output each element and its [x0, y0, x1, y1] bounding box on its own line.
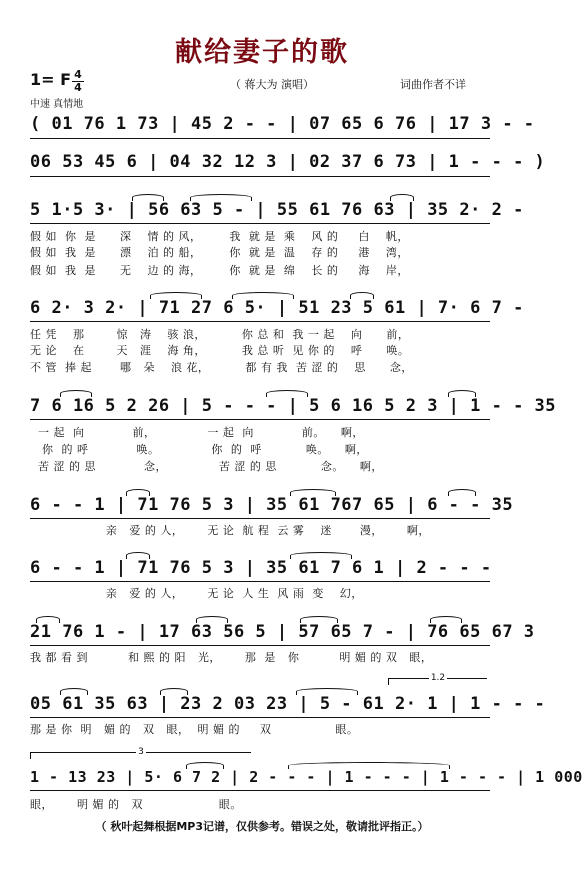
beam-line-row-1 [30, 138, 490, 141]
beam-line-row-4 [30, 321, 490, 324]
notation-row-9: 05 61 35 63 | 23 2 03 23 | 5 - 61 2· 1 | 1 - - - [30, 694, 546, 714]
notation-row-5: 7 6 16 5 2 26 | 5 - - - | 5 6 16 5 2 3 | 1 - - 35 [30, 396, 557, 416]
time-signature [72, 70, 84, 93]
author-credit: 词曲作者不详 [400, 78, 466, 91]
lyric-line: 假 如 我 是 无 边 的 海， 你 就 是 绵 长 的 海 岸， [30, 264, 409, 277]
lyric-line: 亲 爱 的 人， 无 论 人 生 风 雨 变 幻， [30, 587, 363, 600]
lyric-line: 任 凭 那 惊 涛 骇 浪， 你 总 和 我 一 起 向 前， [30, 328, 410, 341]
beam-line-row-10 [30, 790, 490, 793]
time-signature-bottom: 4 [74, 81, 82, 94]
beam-line-row-6 [30, 518, 490, 521]
notation-row-8: 21 76 1 - | 17 63 56 5 | 57 65 7 - | 76 65 67 3 [30, 622, 535, 642]
notation-row-3: 5 1·5 3· | 56 63 5 - | 55 61 76 63 | 35 2· 2 - [30, 200, 524, 220]
beam-line-row-2 [30, 176, 490, 179]
beam-line-row-7 [30, 581, 490, 584]
key-signature: 1= F [30, 70, 72, 89]
lyric-line: 一 起 向 前， 一 起 向 前。 啊， [30, 426, 364, 439]
lyric-line: 你 的 呼 唤。 你 的 呼 唤。 啊， [30, 443, 368, 456]
beam-line-row-9 [30, 717, 490, 720]
beam-line-row-8 [30, 645, 490, 648]
time-signature-top: 4 [74, 68, 82, 81]
notation-row-1: ( 01 76 1 73 | 45 2 - - | 07 65 6 76 | 17 3 - - [30, 114, 535, 134]
notation-row-4: 6 2· 3 2· | 71 27 6 5· | 51 23 5 61 | 7· 6 7 - [30, 298, 524, 318]
song-title: 献给妻子的歌 [175, 37, 349, 68]
lyric-line: 无 论 在 天 涯 海 角， 我 总 听 见 你 的 呼 唤。 [30, 344, 410, 357]
lyric-line: 亲 爱 的 人， 无 论 航 程 云 雾 迷 漫， 啊， [30, 524, 430, 537]
notation-row-2: 06 53 45 6 | 04 32 12 3 | 02 37 6 73 | 1 - - - ) [30, 152, 546, 172]
singer-credit: （ 蒋大为 演唱） [230, 78, 314, 91]
notation-row-10: 1 - 13 23 | 5· 6 7 2 | 2 - - - | 1 - - - | 1 - - - | 1 000 [30, 768, 583, 786]
lyric-line: 假 如 你 是 深 情 的 风， 我 就 是 乘 风 的 白 帆， [30, 230, 409, 243]
transcription-note: （ 秋叶起舞根据MP3记谱，仅供参考。错误之处，敬请批评指正。） [95, 820, 429, 833]
tempo-marking: 中速 真情地 [30, 99, 84, 110]
lyric-line: 苦 涩 的 思 念， 苦 涩 的 思 念。 啊， [30, 460, 383, 473]
beam-line-row-3 [30, 223, 490, 226]
lyric-line: 那 是 你 明 媚 的 双 眼， 明 媚 的 双 眼。 [30, 723, 359, 736]
lyric-line: 不 管 捧 起 哪 朵 浪 花， 都 有 我 苦 涩 的 思 念， [30, 361, 413, 374]
lyric-line: 眼， 明 媚 的 双 眼。 [30, 798, 242, 811]
lyric-line: 我 都 看 到 和 熙 的 阳 光， 那 是 你 明 媚 的 双 眼， [30, 651, 433, 664]
notation-row-7: 6 - - 1 | 71 76 5 3 | 35 61 7 6 1 | 2 - - - [30, 558, 492, 578]
volta-label: 1.2 [430, 673, 446, 683]
volta-bracket [30, 747, 251, 759]
volta-label: 3 [138, 747, 144, 757]
notation-row-6: 6 - - 1 | 71 76 5 3 | 35 61 767 65 | 6 - - 35 [30, 495, 514, 515]
volta-bracket [388, 673, 487, 685]
lyric-line: 假 如 我 是 漂 泊 的 船， 你 就 是 温 存 的 港 湾， [30, 246, 409, 259]
beam-line-row-5 [30, 419, 490, 422]
